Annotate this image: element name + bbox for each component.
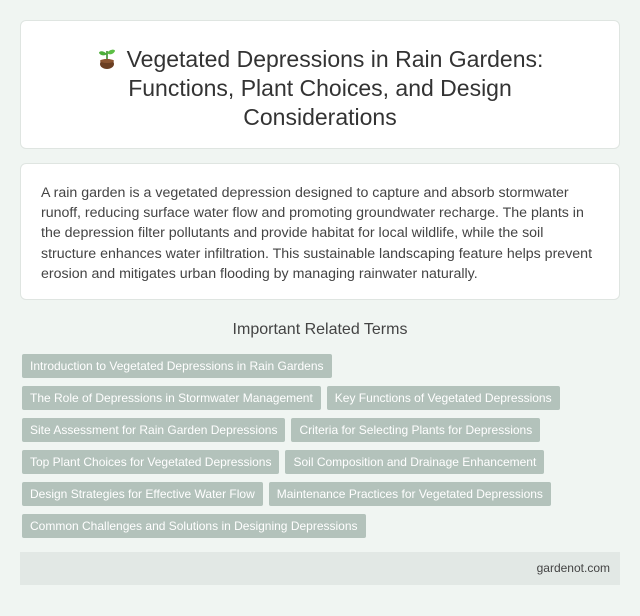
footer	[20, 552, 620, 585]
related-term-tag[interactable]: The Role of Depressions in Stormwater Management	[22, 386, 321, 410]
sprout-icon	[97, 47, 117, 69]
related-term-tag[interactable]: Design Strategies for Effective Water Flow	[22, 482, 263, 506]
related-term-tag[interactable]: Common Challenges and Solutions in Designing Depressions	[22, 514, 366, 538]
page-title-text: Vegetated Depressions in Rain Gardens: Functions, Plant Choices, and Design Considerations	[126, 46, 544, 130]
intro-paragraph: A rain garden is a vegetated depression designed to capture and absorb stormwater runoff, reducing surface water flow and promoting groundwater recharge. The plants in the depression filter pollutants and provide habitat for local wildlife, while the soil structure enhances water infiltration. This sustainable landscaping feature helps prevent erosion and mitigates urban flooding by managing rainwater naturally.	[41, 185, 593, 282]
related-term-tag[interactable]: Site Assessment for Rain Garden Depressions	[22, 418, 285, 442]
related-term-tag[interactable]: Maintenance Practices for Vegetated Depressions	[269, 482, 551, 506]
related-term-tag[interactable]: Soil Composition and Drainage Enhancement	[285, 450, 544, 474]
related-term-tag[interactable]: Top Plant Choices for Vegetated Depressions	[22, 450, 279, 474]
related-terms-list	[22, 354, 622, 546]
related-term-tag[interactable]: Key Functions of Vegetated Depressions	[327, 386, 560, 410]
intro-card	[20, 163, 620, 300]
title-card	[20, 20, 620, 149]
page-title	[61, 45, 579, 132]
footer-site-link[interactable]: gardenot.com	[536, 561, 610, 575]
related-terms-heading: Important Related Terms	[232, 321, 408, 338]
related-term-tag[interactable]: Introduction to Vegetated Depressions in Rain Gardens	[22, 354, 332, 378]
related-term-tag[interactable]: Criteria for Selecting Plants for Depressions	[291, 418, 540, 442]
